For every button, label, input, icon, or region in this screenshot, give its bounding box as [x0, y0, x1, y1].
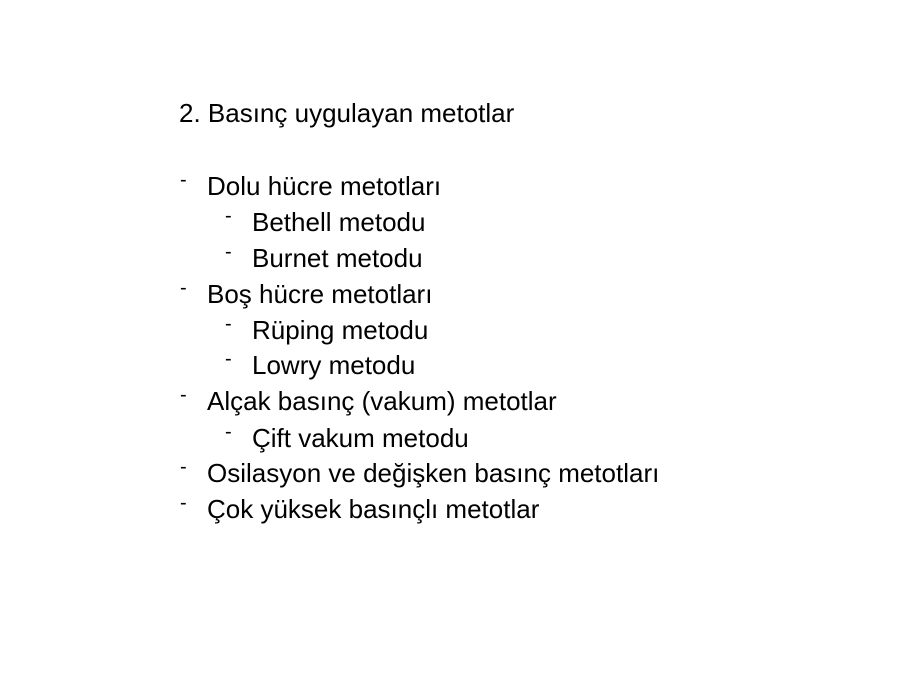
list-item: [225, 205, 426, 237]
list-item: [180, 384, 557, 416]
list-item: [225, 348, 416, 380]
list-item: [180, 277, 433, 309]
list-item: [180, 456, 660, 488]
list-item-label: Burnet metodu: [252, 243, 423, 273]
list-item: [180, 169, 442, 201]
list-item-label: Rüping metodu: [252, 315, 429, 345]
list-item-label: Dolu hücre metotları: [207, 171, 442, 201]
dash-bullet-icon: -: [225, 205, 232, 227]
list-item: [180, 492, 540, 524]
dash-bullet-icon: -: [225, 348, 232, 370]
list-item-label: Çift vakum metodu: [252, 423, 469, 453]
list-item-label: Bethell metodu: [252, 207, 426, 237]
dash-bullet-icon: -: [225, 241, 232, 263]
list-item-label: Lowry metodu: [252, 350, 416, 380]
list-item: [225, 313, 429, 345]
dash-bullet-icon: -: [180, 384, 187, 406]
slide-title: 2. Basınç uygulayan metotlar: [179, 98, 515, 128]
list-item-label: Osilasyon ve değişken basınç metotları: [207, 458, 660, 488]
dash-bullet-icon: -: [225, 313, 232, 335]
list-item-label: Alçak basınç (vakum) metotlar: [207, 386, 557, 416]
list-item: [225, 421, 469, 453]
list-item-label: Boş hücre metotları: [207, 279, 433, 309]
dash-bullet-icon: -: [180, 277, 187, 299]
dash-bullet-icon: -: [180, 492, 187, 514]
dash-bullet-icon: -: [180, 456, 187, 478]
list-item: [225, 241, 423, 273]
list-item-label: Çok yüksek basınçlı metotlar: [207, 494, 540, 524]
dash-bullet-icon: -: [225, 421, 232, 443]
dash-bullet-icon: -: [180, 169, 187, 191]
